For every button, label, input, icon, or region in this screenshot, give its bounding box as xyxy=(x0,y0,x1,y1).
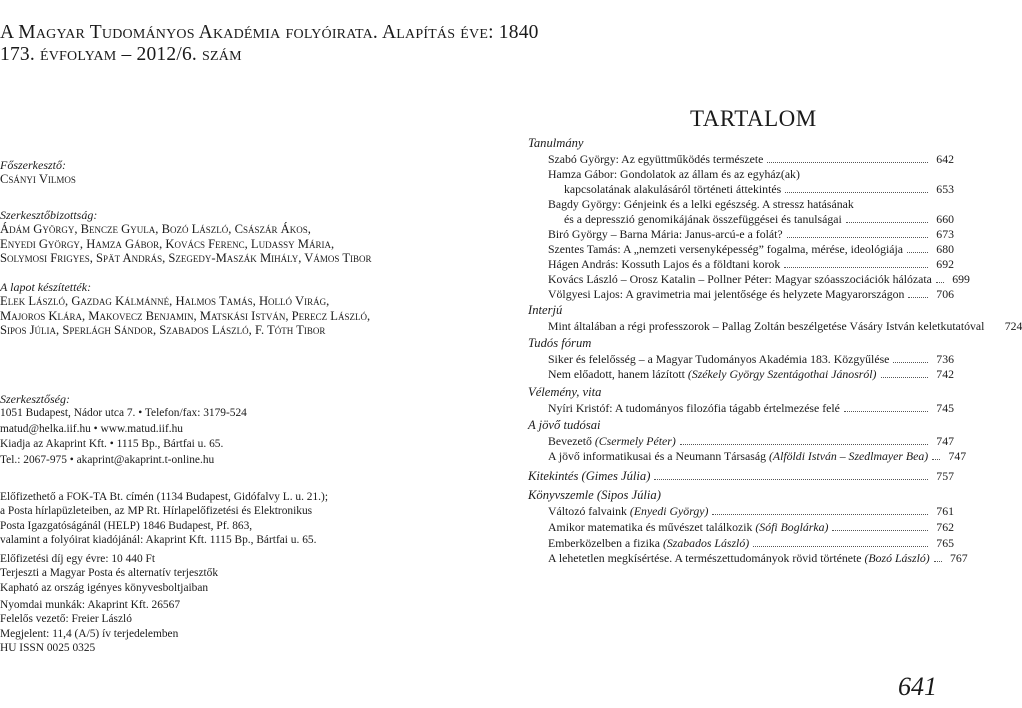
toc-entry[interactable] xyxy=(548,536,954,551)
journal-header-line1: A Magyar Tudományos Akadémia folyóirata. Alapítás éve: 1840 xyxy=(0,22,539,43)
toc-entry-text: Szabó György: Az együttműködés természete xyxy=(548,152,764,166)
toc-entry-page: 747 xyxy=(936,434,954,448)
dot-leader xyxy=(934,561,942,562)
toc-entry-text: Bevezető xyxy=(548,434,592,448)
toc-entry-text: és a depresszió genomikájának összefüggései és tanulságai xyxy=(564,212,842,226)
toc-entry-page: 699 xyxy=(952,272,970,286)
board-line: Solymosi Frigyes, Spät András, Szegedy-Maszák Mihály, Vámos Tibor xyxy=(0,251,372,266)
dot-leader xyxy=(753,546,928,547)
print-line: HU ISSN 0025 0325 xyxy=(0,641,96,654)
print-line: Nyomdai munkák: Akaprint Kft. 26567 xyxy=(0,599,181,611)
price-line: Kapható az ország igényes könyvesboltjaiban xyxy=(0,581,209,594)
page-number: 641 xyxy=(898,672,937,701)
toc xyxy=(528,0,1022,708)
journal-header xyxy=(0,22,539,66)
toc-section-title: Vélemény, vita xyxy=(528,385,602,399)
dot-leader xyxy=(785,192,928,193)
toc-entry-text: Kovács László – Orosz Katalin – Pollner Péter: Magyar szóasszociációk hálózata xyxy=(548,272,932,286)
toc-entry-text: Emberközelben a fizika xyxy=(548,536,661,550)
toc-entry-text: Nem előadott, hanem lázított xyxy=(548,367,685,381)
toc-entry-text: A lehetetlen megkísértése. A természettudományok rövid története xyxy=(548,551,862,565)
toc-entry-text: Változó falvaink xyxy=(548,504,627,518)
toc-entry[interactable] xyxy=(548,227,954,242)
toc-entry[interactable] xyxy=(548,551,968,566)
toc-entry-page: 757 xyxy=(936,469,954,483)
editor-block xyxy=(0,158,76,187)
toc-entry[interactable] xyxy=(548,352,954,367)
prepared-line: Sipos Júlia, Sperlágh Sándor, Szabados László, F. Tóth Tibor xyxy=(0,323,326,338)
office-line: matud@helka.iif.hu • www.matud.iif.hu xyxy=(0,422,183,435)
office-line: Tel.: 2067-975 • akaprint@akaprint.t-online.hu xyxy=(0,453,215,466)
toc-entry[interactable] xyxy=(548,242,954,257)
prepared-block xyxy=(0,280,370,338)
dot-leader xyxy=(932,459,940,460)
toc-section-title: Tudós fórum xyxy=(528,336,592,350)
toc-entry-page: 724 xyxy=(1004,319,1022,333)
dot-leader xyxy=(908,297,928,298)
toc-entry-text: Mint általában a régi professzorok – Pallag Zoltán beszélgetése Vásáry István keletkutatóval xyxy=(548,319,985,333)
toc-entry-text: A jövő informatikusai és a Neumann Társaság xyxy=(548,449,766,463)
toc-entry-text[interactable]: Hamza Gábor: Gondolatok az állam és az egyház(ak) xyxy=(548,167,800,181)
editor-name: Csányi Vilmos xyxy=(0,172,76,187)
toc-entry-text: Nyíri Kristóf: A tudományos filozófia tágabb értelmezése felé xyxy=(548,401,840,415)
dot-leader xyxy=(846,222,928,223)
toc-entry[interactable] xyxy=(548,272,970,287)
toc-entry-text: Amikor matematika és művészet találkozik xyxy=(548,520,753,534)
toc-entry-author: (Csermely Péter) xyxy=(594,434,676,448)
dot-leader xyxy=(712,514,928,515)
toc-entry-author: (Enyedi György) xyxy=(629,504,709,518)
print-block xyxy=(0,598,180,655)
toc-entry-page: 653 xyxy=(936,182,954,196)
toc-entry-page: 642 xyxy=(936,152,954,166)
toc-entry-text: Völgyesi Lajos: A gravimetria mai jelentősége és helyzete Magyarországon xyxy=(548,287,905,301)
board-line: Enyedi György, Hamza Gábor, Kovács Ferenc, Ludassy Mária, xyxy=(0,236,335,251)
toc-entry-text: Szentes Tamás: A „nemzeti versenyképesség” fogalma, mérése, ideológiája xyxy=(548,242,904,256)
subscribe-line: a Posta hírlapüzleteiben, az MP Rt. Hírlapelőfizetési és Elektronikus xyxy=(0,505,313,518)
dot-leader xyxy=(767,162,928,163)
price-line: Előfizetési díj egy évre: 10 440 Ft xyxy=(0,553,156,565)
print-line: Megjelent: 11,4 (A/5) ív terjedelemben xyxy=(0,627,179,640)
dot-leader xyxy=(654,479,928,480)
price-block xyxy=(0,552,218,595)
toc-entry[interactable] xyxy=(548,319,1022,334)
prepared-label: A lapot készítették: xyxy=(0,280,92,294)
toc-section-title: Kitekintés (Gimes Júlia) xyxy=(528,469,651,483)
dot-leader xyxy=(893,362,928,363)
toc-section-title: Könyvszemle (Sipos Júlia) xyxy=(528,488,661,502)
toc-entry[interactable] xyxy=(548,434,954,449)
board-block xyxy=(0,208,372,266)
dot-leader xyxy=(680,444,928,445)
dot-leader xyxy=(784,267,928,268)
board-line: Ádám György, Bencze Gyula, Bozó László, Császár Ákos, xyxy=(0,222,311,237)
office-block xyxy=(0,392,247,468)
toc-entry-page: 761 xyxy=(936,504,954,518)
office-line: Kiadja az Akaprint Kft. • 1115 Bp., Bártfai u. 65. xyxy=(0,438,224,451)
toc-entry[interactable] xyxy=(548,504,954,519)
toc-entry[interactable] xyxy=(548,152,954,167)
toc-entry-author: (Alföldi István – Szedlmayer Bea) xyxy=(768,449,929,463)
toc-entry-page: 765 xyxy=(936,536,954,550)
toc-entry-author: (Szabados László) xyxy=(662,536,750,550)
dot-leader xyxy=(881,377,929,378)
toc-title: TARTALOM xyxy=(690,106,817,131)
editor-label: Főszerkesztő: xyxy=(0,158,66,172)
subscribe-line: Előfizethető a FOK-TA Bt. címén (1134 Budapest, Gidófalvy L. u. 21.); xyxy=(0,491,328,503)
journal-header-line2: 173. évfolyam – 2012/6. szám xyxy=(0,44,242,65)
subscribe-line: valamint a folyóirat kiadójánál: Akaprint Kft. 1115 Bp., Bártfai u. 65. xyxy=(0,533,317,546)
dot-leader xyxy=(844,411,928,412)
toc-entry-page: 736 xyxy=(936,352,954,366)
toc-entry[interactable] xyxy=(548,520,954,535)
subscribe-line: Posta Igazgatóságánál (HELP) 1846 Budapest, Pf. 863, xyxy=(0,519,253,532)
toc-entry-page: 673 xyxy=(936,227,954,241)
board-label: Szerkesztőbizottság: xyxy=(0,208,98,222)
toc-entry-page: 762 xyxy=(936,520,954,534)
price-line: Terjeszti a Magyar Posta és alternatív terjesztők xyxy=(0,567,219,580)
toc-entry[interactable] xyxy=(548,287,954,302)
toc-entry[interactable] xyxy=(548,367,954,382)
toc-entry-page: 706 xyxy=(936,287,954,301)
subscribe-block xyxy=(0,490,328,547)
toc-entry[interactable] xyxy=(564,182,954,197)
toc-section-title: Interjú xyxy=(528,303,563,317)
toc-entry[interactable] xyxy=(548,257,954,272)
office-line: 1051 Budapest, Nádor utca 7. • Telefon/fax: 3179-524 xyxy=(0,407,247,420)
prepared-line: Elek László, Gazdag Kálmánné, Halmos Tamás, Holló Virág, xyxy=(0,294,330,309)
toc-entry-text[interactable]: Bagdy György: Génjeink és a lelki egészség. A stressz hatásának xyxy=(548,197,854,211)
toc-entry-page: 660 xyxy=(936,212,954,226)
toc-entry-page: 747 xyxy=(948,449,967,463)
toc-entry-page: 767 xyxy=(949,551,968,565)
toc-section-title: Tanulmány xyxy=(528,136,584,150)
toc-entry-text: Biró György – Barna Mária: Janus-arcú-e a folát? xyxy=(548,227,783,241)
dot-leader xyxy=(907,252,928,253)
toc-entry-page: 742 xyxy=(936,367,954,381)
toc-section-title: A jövő tudósai xyxy=(528,418,601,432)
toc-entry[interactable] xyxy=(528,469,954,484)
dot-leader xyxy=(936,282,944,283)
toc-entry-page: 680 xyxy=(936,242,954,256)
toc-entry-author: (Sófi Boglárka) xyxy=(755,520,829,534)
toc-entry[interactable] xyxy=(564,212,954,227)
dot-leader xyxy=(832,530,928,531)
office-label: Szerkesztőség: xyxy=(0,392,70,406)
toc-entry-text: kapcsolatának alakulásáról történeti áttekintés xyxy=(564,182,782,196)
prepared-line: Majoros Klára, Makovecz Benjamin, Matskási István, Perecz László, xyxy=(0,308,371,323)
toc-entry-author: (Székely György Szentágothai Jánosról) xyxy=(687,367,877,381)
toc-entry-page: 745 xyxy=(936,401,954,415)
toc-entry-author: (Bozó László) xyxy=(864,551,930,565)
dot-leader xyxy=(787,237,928,238)
print-line: Felelős vezető: Freier László xyxy=(0,613,132,626)
toc-entry-page: 692 xyxy=(936,257,954,271)
toc-entry-text: Hágen András: Kossuth Lajos és a földtani korok xyxy=(548,257,781,271)
toc-entry-text: Siker és felelősség – a Magyar Tudományos Akadémia 183. Közgyűlése xyxy=(548,352,890,366)
toc-entry[interactable] xyxy=(548,401,954,416)
toc-entry[interactable] xyxy=(548,449,967,464)
